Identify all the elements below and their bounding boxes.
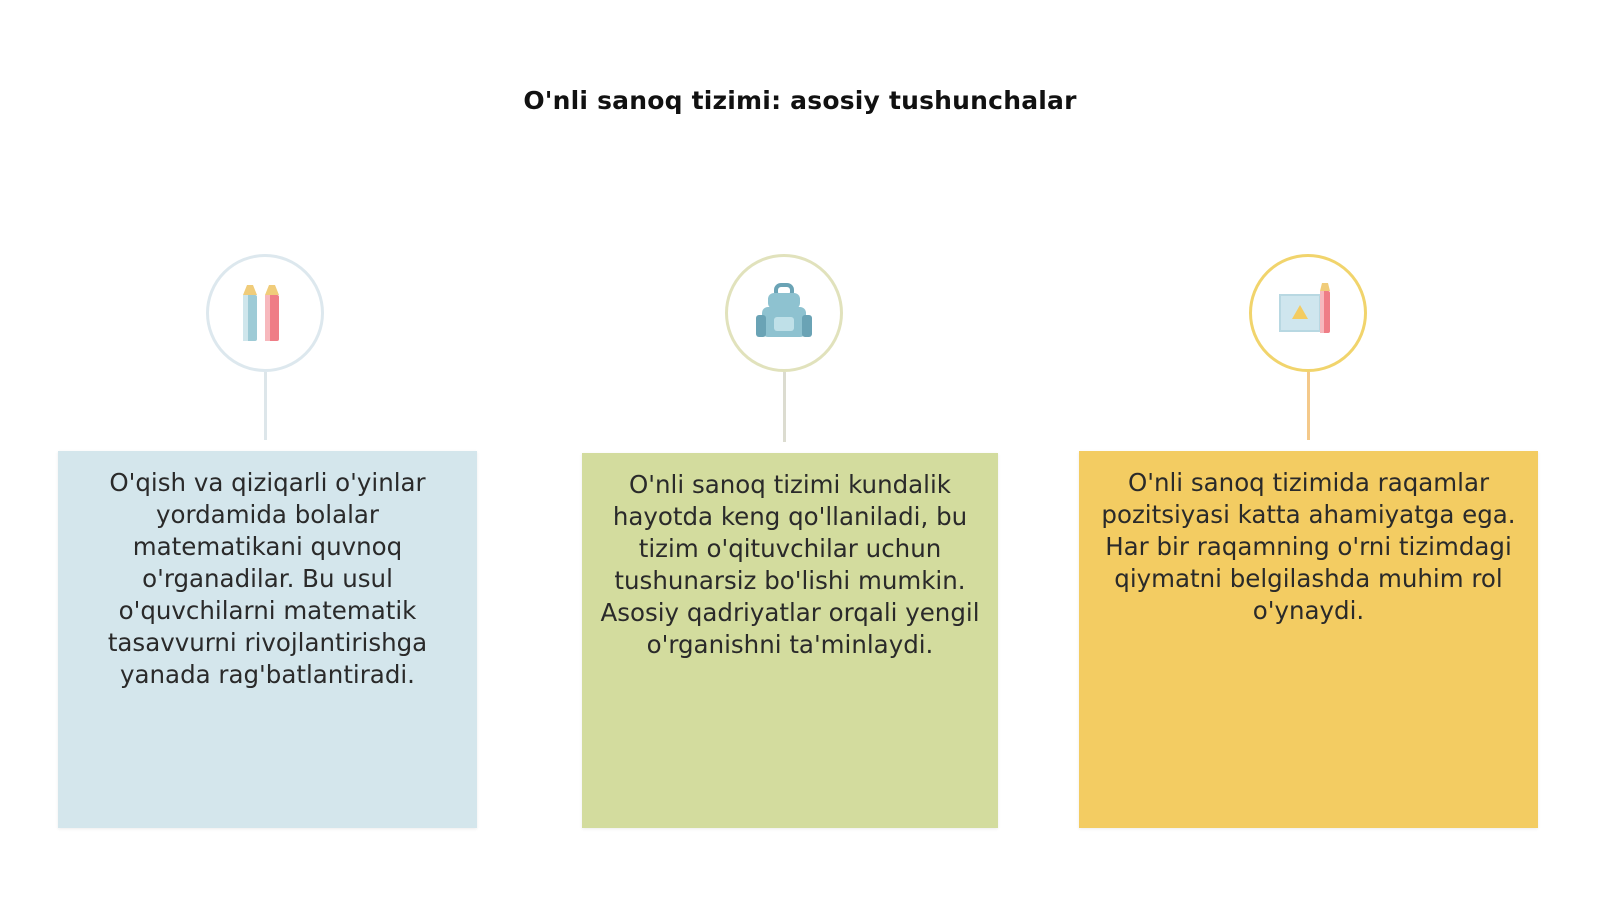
concept-card-2 — [582, 453, 998, 828]
concept-card-3 — [1079, 451, 1538, 828]
icon-circle-1 — [206, 254, 324, 372]
concept-card-1 — [58, 451, 477, 828]
drawing-board-icon — [1276, 281, 1340, 345]
page-title: O'nli sanoq tizimi: asosiy tushunchalar — [523, 86, 1077, 115]
connector-line-3 — [1307, 372, 1310, 440]
concept-card-2-text: O'nli sanoq tizimi kundalik hayotda keng qo'llaniladi, bu tizim o'qituvchilar uchun tushunarsiz bo'lishi mumkin. Asosiy qadriyatlar orqali yengil o'rganishni ta'minlaydi. — [600, 470, 980, 659]
concept-card-3-text: O'nli sanoq tizimida raqamlar pozitsiyasi katta ahamiyatga ega. Har bir raqamning o'rni tizimdagi qiymatni belgilashda muhim rol o'ynaydi. — [1101, 468, 1516, 625]
connector-line-2 — [783, 372, 786, 442]
icon-circle-2 — [725, 254, 843, 372]
icon-circle-3 — [1249, 254, 1367, 372]
backpack-icon — [752, 281, 816, 345]
concept-card-1-text: O'qish va qiziqarli o'yinlar yordamida bolalar matematikani quvnoq o'rganadilar. Bu usul o'quvchilarni matematik tasavvurni rivojlantirishga yanada rag'batlantiradi. — [107, 468, 428, 689]
connector-line-1 — [264, 372, 267, 440]
pencils-icon — [235, 281, 295, 345]
